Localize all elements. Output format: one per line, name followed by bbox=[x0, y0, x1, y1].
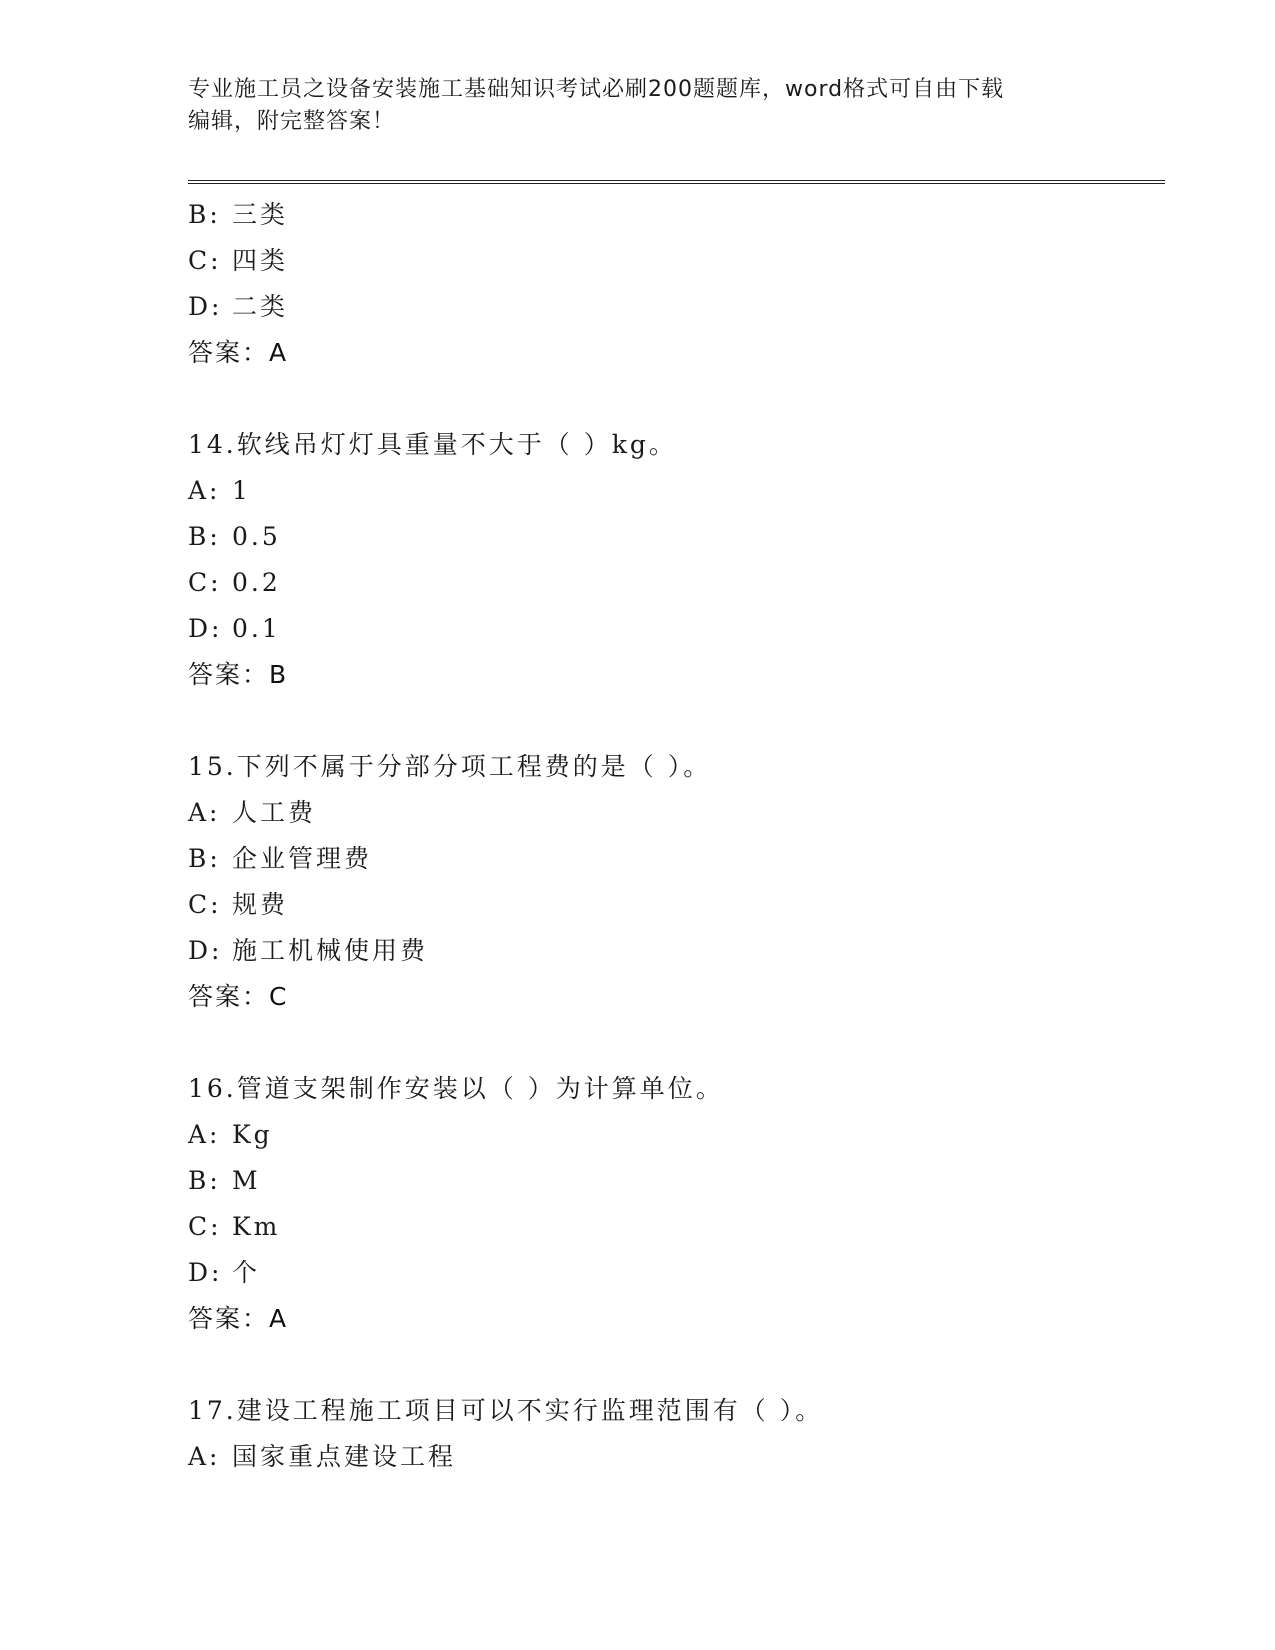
option-b bbox=[188, 1158, 1168, 1204]
option-text: 三类 bbox=[232, 200, 289, 229]
option-label: D: bbox=[188, 614, 223, 643]
option-text: 国家重点建设工程 bbox=[232, 1442, 457, 1471]
answer-line: 答案：C bbox=[188, 982, 289, 1011]
option-text: 规费 bbox=[232, 890, 289, 919]
option-label: A: bbox=[188, 476, 221, 505]
header-line-2: 编辑，附完整答案！ bbox=[188, 109, 396, 134]
option-c bbox=[188, 882, 1168, 928]
document-header bbox=[188, 74, 1088, 138]
question-13-tail bbox=[188, 192, 1168, 376]
question-text: 16.管道支架制作安装以（ ）为计算单位。 bbox=[188, 1074, 724, 1103]
option-b bbox=[188, 836, 1168, 882]
spacer bbox=[188, 1342, 1168, 1388]
option-c bbox=[188, 560, 1168, 606]
question-text: 14.软线吊灯灯具重量不大于（ ）kg。 bbox=[188, 430, 677, 459]
option-text: 施工机械使用费 bbox=[232, 936, 429, 965]
option-d bbox=[188, 928, 1168, 974]
question-17 bbox=[188, 1388, 1168, 1480]
option-label: A: bbox=[188, 1442, 221, 1471]
option-label: A: bbox=[188, 1120, 221, 1149]
option-text: 个 bbox=[232, 1258, 261, 1287]
option-text: 1 bbox=[232, 476, 251, 505]
question-text: 15.下列不属于分部分项工程费的是（ ）。 bbox=[188, 752, 712, 781]
option-c bbox=[188, 238, 1168, 284]
spacer bbox=[188, 698, 1168, 744]
question-text: 17.建设工程施工项目可以不实行监理范围有（ ）。 bbox=[188, 1396, 824, 1425]
question-15 bbox=[188, 744, 1168, 1020]
option-text: 0.2 bbox=[232, 568, 281, 597]
answer-line: 答案：A bbox=[188, 1304, 289, 1333]
option-text: 0.1 bbox=[232, 614, 281, 643]
option-d bbox=[188, 1250, 1168, 1296]
option-label: C: bbox=[188, 246, 222, 275]
spacer bbox=[188, 376, 1168, 422]
option-label: A: bbox=[188, 798, 221, 827]
option-text: 企业管理费 bbox=[232, 844, 373, 873]
header-divider bbox=[188, 180, 1165, 184]
question-14 bbox=[188, 422, 1168, 698]
option-text: 二类 bbox=[232, 292, 289, 321]
question-list bbox=[188, 192, 1168, 1480]
option-a bbox=[188, 1434, 1168, 1480]
option-label: C: bbox=[188, 568, 222, 597]
option-label: C: bbox=[188, 1212, 222, 1241]
option-d bbox=[188, 606, 1168, 652]
answer-line: 答案：A bbox=[188, 338, 289, 367]
option-a bbox=[188, 790, 1168, 836]
option-text: 四类 bbox=[232, 246, 289, 275]
option-label: D: bbox=[188, 292, 223, 321]
answer-line: 答案：B bbox=[188, 660, 289, 689]
option-c bbox=[188, 1204, 1168, 1250]
option-a bbox=[188, 468, 1168, 514]
option-label: B: bbox=[188, 844, 221, 873]
option-label: C: bbox=[188, 890, 222, 919]
option-label: B: bbox=[188, 200, 221, 229]
option-text: 0.5 bbox=[232, 522, 281, 551]
question-16 bbox=[188, 1066, 1168, 1342]
option-d bbox=[188, 284, 1168, 330]
option-text: Km bbox=[232, 1212, 281, 1241]
option-label: B: bbox=[188, 1166, 221, 1195]
option-text: M bbox=[232, 1166, 261, 1195]
option-a bbox=[188, 1112, 1168, 1158]
option-label: D: bbox=[188, 936, 223, 965]
option-b bbox=[188, 514, 1168, 560]
option-text: Kg bbox=[232, 1120, 273, 1149]
option-b bbox=[188, 192, 1168, 238]
option-text: 人工费 bbox=[232, 798, 317, 827]
option-label: D: bbox=[188, 1258, 223, 1287]
option-label: B: bbox=[188, 522, 221, 551]
spacer bbox=[188, 1020, 1168, 1066]
header-line-1: 专业施工员之设备安装施工基础知识考试必刷200题题库，word格式可自由下载 bbox=[188, 77, 1005, 102]
